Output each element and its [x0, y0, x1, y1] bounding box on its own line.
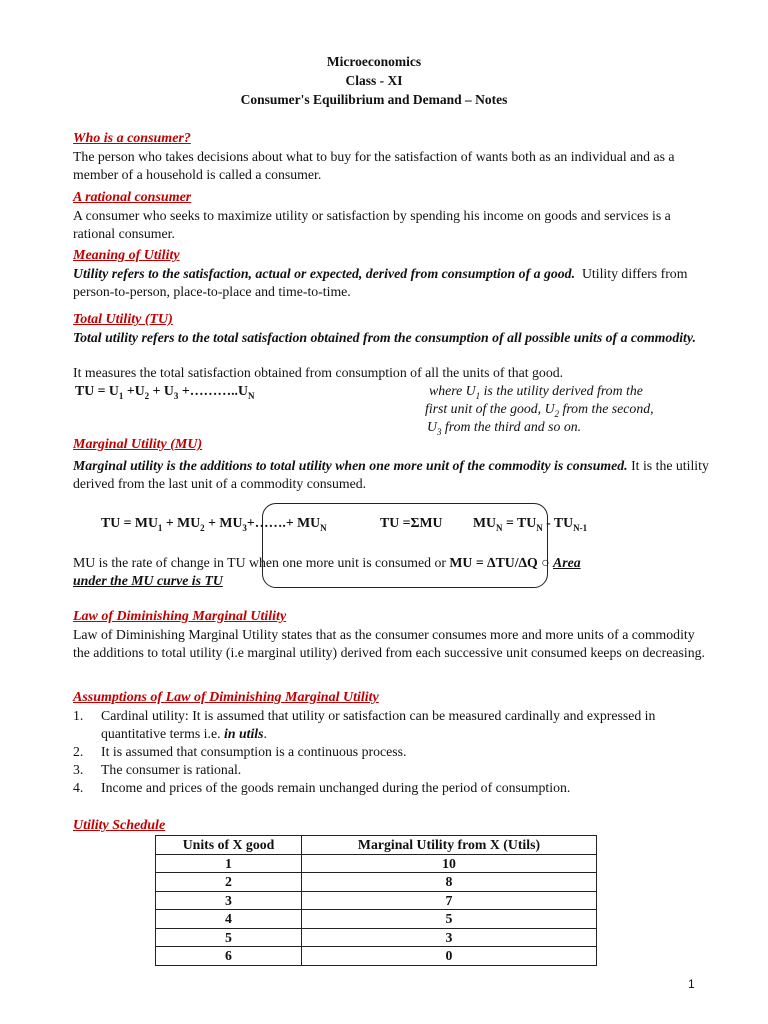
circle-bullet-icon: ○ — [541, 555, 550, 570]
total-utility-definition — [73, 329, 713, 347]
total-utility-formula: TU = $U_1 +U_2 + U_3$ $+\dots\dots\dots..U_N$ — [75, 383, 255, 401]
mu-sum-formula: TU = $MU_1 + MU_2$ + $MU_3+\dots\dots.+ MU_N$ — [101, 515, 327, 533]
heading-law-dmu: Law of Diminishing Marginal Utility — [73, 609, 287, 624]
assumption-item: 1. Cardinal utility: It is assumed that utility or satisfaction can be measured cardinally and expressed in quantitative terms i.e. in utils. — [73, 708, 656, 741]
table-row — [156, 947, 597, 966]
area-under-mu-text: under the MU curve is TU — [73, 573, 223, 588]
table-row — [156, 873, 597, 892]
tu-sigma-formula: TU =ΣMU — [380, 515, 443, 530]
units-cell: 5 — [156, 928, 302, 947]
marginal-utility-definition: Marginal utility is the additions to total utility when one more unit of the commodity is consumed. — [73, 458, 628, 473]
units-cell: 6 — [156, 947, 302, 966]
assumption-item: 4. Income and prices of the goods remain unchanged during the period of consumption. — [73, 780, 571, 795]
heading-consumer: Who is a consumer? — [73, 131, 191, 146]
units-cell: 3 — [156, 891, 302, 910]
utility-text: Utility differs from person-to-person, place-to-place and time-to-time. — [73, 266, 688, 299]
heading-total-utility: Total Utility (TU) — [73, 312, 173, 327]
table-row — [156, 910, 597, 929]
assumption-item: 3. The consumer is rational. — [73, 762, 242, 777]
consumer-text: The person who takes decisions about what to buy for the satisfaction of wants both as an individual and as a member of a household is called a consumer. — [73, 149, 675, 182]
page-number: 1 — [688, 977, 695, 991]
table-row — [156, 928, 597, 947]
mu-cell: 10 — [302, 854, 597, 873]
doc-title: Consumer's Equilibrium and Demand – Notes — [240, 92, 508, 107]
heading-utility-schedule: Utility Schedule — [73, 818, 166, 833]
mu-difference-formula: $MU_N = TU_N - TU_{N-1}$ — [473, 515, 588, 533]
marginal-utility-text: It is the utility derived from the last unit of a commodity consumed. — [73, 458, 709, 491]
total-utility-note-line1: where $U_1$ is the utility derived from the — [429, 383, 643, 401]
marginal-utility-paragraph — [73, 457, 713, 492]
assumption-item: 2. It is assumed that consumption is a continuous process. — [73, 744, 407, 759]
heading-rational-consumer: A rational consumer — [73, 190, 192, 205]
total-utility-note-line2: first unit of the good, $U_2$ from the second, — [425, 401, 654, 419]
col-mu-header: Marginal Utility from X (Utils) — [302, 836, 597, 855]
mu-cell: 7 — [302, 891, 597, 910]
col-units-header: Units of X good — [156, 836, 302, 855]
utility-definition: Utility refers to the satisfaction, actual or expected, derived from consumption of a good. — [73, 266, 576, 281]
utility-paragraph — [73, 265, 713, 300]
doc-class: Class - XI — [345, 73, 403, 88]
table-row — [156, 891, 597, 910]
units-cell: 4 — [156, 910, 302, 929]
heading-utility: Meaning of Utility — [73, 248, 180, 263]
rational-consumer-text: A consumer who seeks to maximize utility or satisfaction by spending his income on goods and services is a rational consumer. — [73, 208, 671, 241]
assumptions-list — [73, 707, 713, 797]
total-utility-bold: Total utility refers to the total satisfaction obtained from the consumption of all possible units of a commodity. — [73, 330, 696, 345]
mu-cell: 5 — [302, 910, 597, 929]
mu-rate-text: MU is the rate of change in TU when one more unit is consumed or — [73, 555, 450, 570]
total-utility-note-line3: $U_3$ from the third and so on. — [427, 419, 582, 437]
units-cell: 1 — [156, 854, 302, 873]
mu-cell: 3 — [302, 928, 597, 947]
mu-cell: 0 — [302, 947, 597, 966]
doc-subject: Microeconomics — [326, 54, 422, 69]
mu-cell: 8 — [302, 873, 597, 892]
table-header-row — [156, 836, 597, 855]
total-utility-text: It measures the total satisfaction obtained from consumption of all the units of that good. — [73, 365, 564, 380]
utility-schedule-table — [155, 835, 597, 966]
units-cell: 2 — [156, 873, 302, 892]
table-row — [156, 854, 597, 873]
mu-rate-formula: MU = ∆TU/∆Q — [449, 555, 538, 570]
area-text-a: Area — [553, 555, 581, 570]
law-dmu-text: Law of Diminishing Marginal Utility states that as the consumer consumes more and more units of a commodity the additions to total utility (i.e marginal utility) derived from each successive unit consumed keeps on decreasing. — [73, 627, 705, 660]
heading-marginal-utility: Marginal Utility (MU) — [73, 437, 203, 452]
mu-rate-paragraph — [73, 554, 733, 572]
heading-assumptions: Assumptions of Law of Diminishing Marginal Utility — [73, 690, 379, 705]
